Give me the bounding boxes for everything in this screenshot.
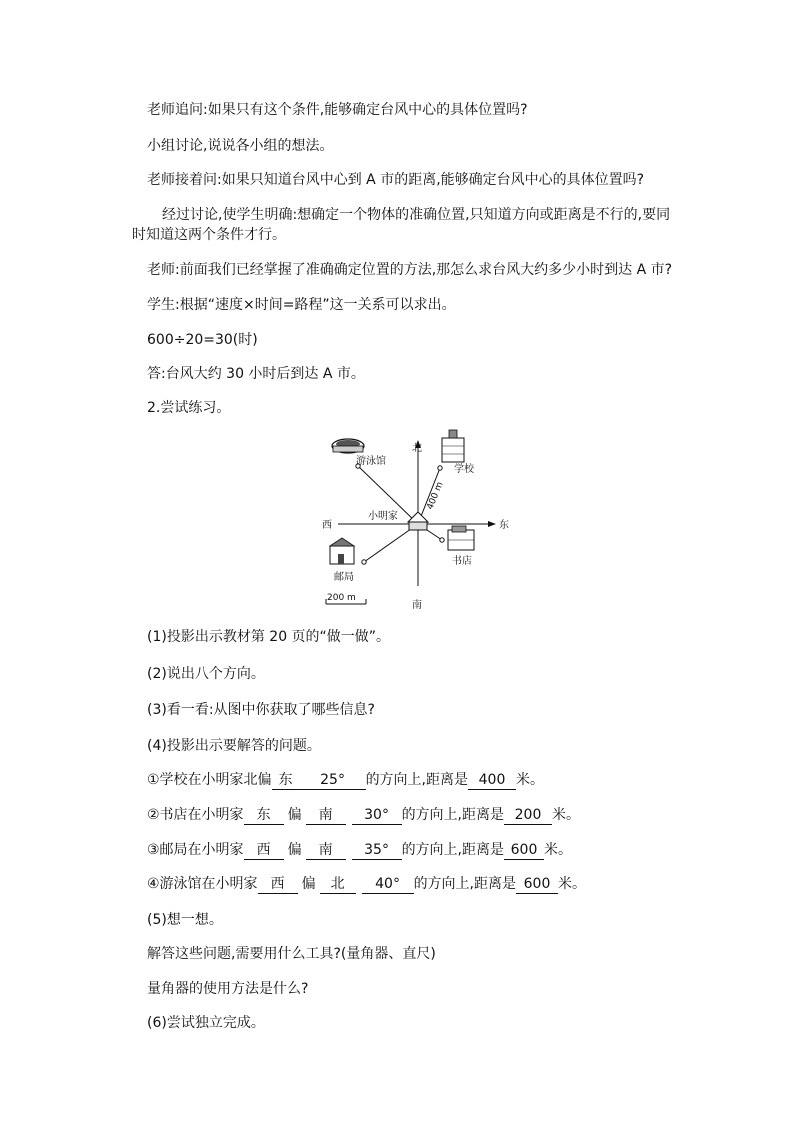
q1-blank-angle: 25° (300, 771, 366, 790)
q3-blank-distance: 600 (504, 841, 544, 860)
q2-blank-distance: 200 (504, 806, 552, 825)
q2-prefix: ②书店在小明家 (147, 807, 244, 823)
school-point-icon (438, 466, 442, 470)
label-scale: 200 m (327, 593, 356, 603)
q3-blank-angle: 35° (352, 841, 402, 860)
label-distance-400: 400 m (425, 480, 446, 512)
label-bookstore: 书店 (452, 556, 472, 567)
q3-pian: 偏 (287, 842, 302, 858)
q4-blank-distance: 600 (516, 875, 558, 894)
paragraph-conclusion-line2: 时知道这两个条件才行。 (132, 227, 286, 243)
bookstore-point-icon (440, 538, 444, 542)
think-protractor: 量角器的使用方法是什么? (147, 981, 309, 997)
q4-pian: 偏 (301, 876, 316, 892)
q3-middle: 的方向上,距离是 (401, 842, 505, 858)
school-icon (442, 430, 464, 462)
q1-prefix: ①学校在小明家北偏 (147, 772, 272, 788)
label-home: 小明家 (368, 511, 398, 522)
q2-pian: 偏 (287, 807, 302, 823)
q1-middle: 的方向上,距离是 (365, 772, 469, 788)
paragraph-conclusion-line1: 经过讨论,使学生明确:想确定一个物体的准确位置,只知道方向或距离是不行的,要同 (162, 207, 671, 223)
paragraph-student-answer: 学生:根据“速度×时间=路程”这一关系可以求出。 (147, 297, 456, 313)
q4-prefix: ④游泳馆在小明家 (147, 876, 258, 892)
step-3: (3)看一看:从图中你获取了哪些信息? (147, 702, 375, 718)
q4-blank-direction2: 北 (320, 875, 356, 894)
step-2: (2)说出八个方向。 (147, 666, 265, 682)
label-post-office: 邮局 (334, 572, 354, 583)
q3-blank-direction2: 南 (306, 841, 346, 860)
paragraph-answer: 答:台风大约 30 小时后到达 A 市。 (147, 366, 365, 382)
paragraph-teacher-followup: 老师接着问:如果只知道台风中心到 A 市的距离,能够确定台风中心的具体位置吗? (147, 172, 645, 188)
step-1: (1)投影出示教材第 20 页的“做一做”。 (147, 629, 391, 645)
q2-suffix: 米。 (552, 807, 581, 823)
label-north: 北 (412, 443, 422, 454)
paragraph-teacher-question: 老师追问:如果只有这个条件,能够确定台风中心的具体位置吗? (147, 102, 528, 118)
paragraph-try-practice: 2.尝试练习。 (147, 400, 231, 416)
bookstore-icon (448, 526, 474, 550)
home-icon (408, 512, 428, 530)
label-school: 学校 (454, 464, 474, 475)
q3-blank-direction1: 西 (244, 841, 284, 860)
step-5: (5)想一想。 (147, 912, 223, 928)
q1-blank-distance: 400 (468, 771, 516, 790)
label-east: 东 (499, 520, 509, 531)
question-4 (147, 874, 586, 894)
paragraph-calculation: 600÷20=30(时) (147, 332, 258, 348)
q2-blank-direction2: 南 (306, 806, 346, 825)
label-west: 西 (322, 520, 332, 531)
post-office-point-icon (362, 560, 366, 564)
label-pool: 游泳馆 (356, 456, 386, 467)
q1-blank-direction: 东 (272, 771, 300, 790)
east-arrow-icon (488, 521, 496, 527)
question-2 (147, 805, 580, 825)
paragraph-group-discussion: 小组讨论,说说各小组的想法。 (147, 138, 334, 154)
label-south: 南 (412, 600, 422, 611)
q4-middle: 的方向上,距离是 (413, 876, 517, 892)
think-tools: 解答这些问题,需要用什么工具?(量角器、直尺) (147, 946, 436, 962)
q3-prefix: ③邮局在小明家 (147, 842, 244, 858)
post-office-icon (330, 538, 354, 564)
q4-blank-direction1: 西 (258, 875, 298, 894)
step-4: (4)投影出示要解答的问题。 (147, 738, 321, 754)
q2-middle: 的方向上,距离是 (401, 807, 505, 823)
question-1 (147, 770, 544, 790)
q2-blank-angle: 30° (352, 806, 402, 825)
direction-diagram (318, 426, 518, 616)
question-3 (147, 840, 572, 860)
q1-suffix: 米。 (516, 772, 545, 788)
paragraph-teacher-speed: 老师:前面我们已经掌握了准确确定位置的方法,那怎么求台风大约多少小时到达 A 市? (147, 262, 673, 278)
q4-suffix: 米。 (558, 876, 587, 892)
q4-blank-angle: 40° (362, 875, 414, 894)
pool-icon (332, 439, 364, 453)
q2-blank-direction1: 东 (244, 806, 284, 825)
q3-suffix: 米。 (544, 842, 573, 858)
step-6: (6)尝试独立完成。 (147, 1015, 265, 1031)
